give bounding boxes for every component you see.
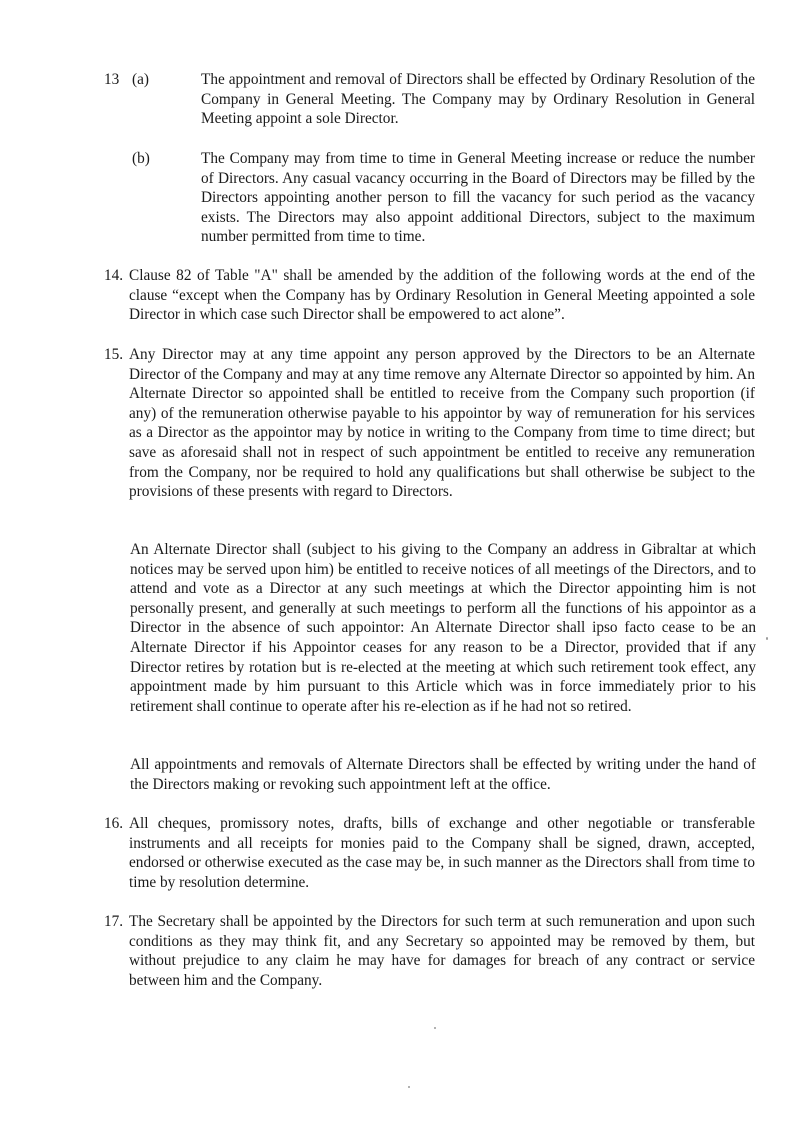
clause-16-text: All cheques, promissory notes, drafts, bills of exchange and other negotiable or transferable instruments and all receipts for monies paid to the Company shall be signed, drawn, accepted, endorsed or otherwise executed as the case may be, in such manner as the Directors shall from time to time by resolution determine. [129,815,755,891]
clause-17-text: The Secretary shall be appointed by the Directors for such term at such remuneration and upon such conditions as they may think fit, and any Secretary so appointed may be removed by them, but without prejudice to any claim he may have for damages for breach of any contract or service between him and the Company. [129,913,755,989]
clause-13a-label: (a) [132,71,149,88]
clause-13b-text: The Company may from time to time in General Meeting increase or reduce the number of Directors. Any casual vacancy occurring in the Board of Directors may be filled by the Directors appointing another person to fill the vacancy for such period as the vacancy exists. The Directors may also appoint additional Directors, subject to the maximum number permitted from time to time. [201,150,755,246]
scan-speck [766,637,768,640]
clause-15-paragraph-2: An Alternate Director shall (subject to his giving to the Company an address in Gibraltar at which notices may be served upon him) be entitled to receive notices of all meetings of the Directors, and to attend and vote as a Director at any such meetings at which the Director appointing him is not personally present, and generally at such meetings to perform all the functions of his appointor as a Director in the absence of such appointor: An Alternate Director shall ipso facto cease to be an Alternate Director if his Appointor ceases for any reason to be a Director, provided that if any Director retires by rotation but is re-elected at the meeting at which such retirement took effect, any appointment made by him pursuant to this Article which was in force immediately prior to his retirement shall continue to operate after his re-election as if he had not so retired. [130,541,756,715]
clause-13-number: 13 [104,71,120,88]
clause-14-number: 14. [104,267,124,284]
clause-14-text: Clause 82 of Table "A" shall be amended by the addition of the following words at the end of the clause “except when the Company has by Ordinary Resolution in General Meeting appointed a sole Director in which case such Director shall be empowered to act alone”. [129,267,755,324]
clause-16-number: 16. [104,815,124,832]
clause-15-text: Any Director may at any time appoint any person approved by the Directors to be an Alternate Director of the Company and may at any time remove any Alternate Director so appointed by him. An Alternate Director so appointed shall be entitled to receive from the Company such proportion (if any) of the remuneration otherwise payable to his appointor by way of remuneration for his services as a Director as the appointor may by notice in writing to the Company from time to time direct; but save as aforesaid shall not in respect of such appointment be entitled to receive any remuneration from the Company, nor be required to hold any qualifications but shall otherwise be subject to the provisions of these presents with regard to Directors. [129,346,755,501]
clause-17-number: 17. [104,913,124,930]
clause-15-number: 15. [104,346,124,363]
scan-speck [408,1086,410,1088]
clause-15-paragraph-3: All appointments and removals of Alternate Directors shall be effected by writing under the hand of the Directors making or revoking such appointment left at the office. [130,756,756,793]
scan-speck [434,1027,436,1029]
clause-13b-label: (b) [132,150,150,167]
clause-13a-text: The appointment and removal of Directors shall be effected by Ordinary Resolution of the Company in General Meeting. The Company may by Ordinary Resolution in General Meeting appoint a sole Director. [201,71,755,128]
